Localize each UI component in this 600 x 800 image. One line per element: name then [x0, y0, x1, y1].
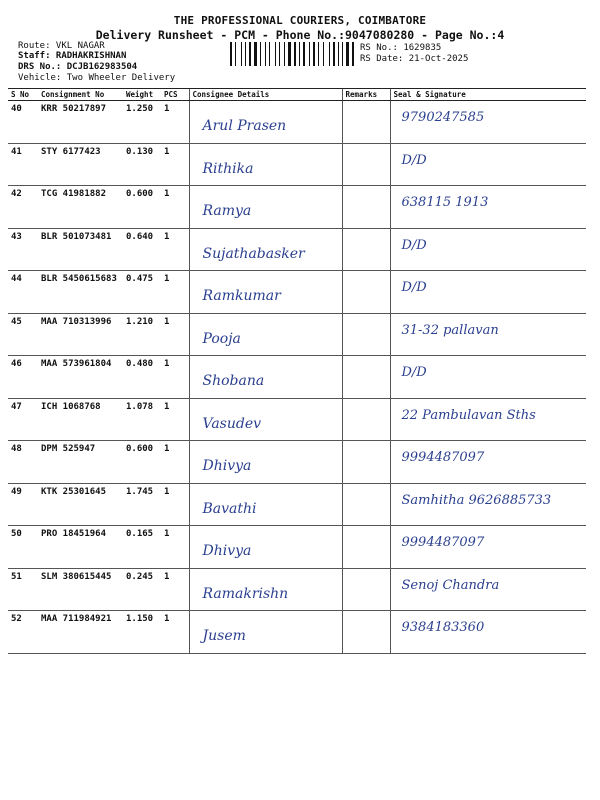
- row-consignee: [189, 568, 342, 611]
- row-weight: 0.130: [123, 143, 161, 186]
- barcode-bar: [286, 42, 287, 66]
- row-remarks: [342, 271, 390, 314]
- row-remarks: [342, 101, 390, 144]
- row-sno: 44: [8, 271, 38, 314]
- row-consignee: [189, 143, 342, 186]
- handwritten-name: Ramakrishn: [202, 585, 289, 602]
- row-pcs: 1: [161, 483, 189, 526]
- row-remarks: [342, 611, 390, 654]
- handwritten-signature: D/D: [401, 237, 427, 253]
- row-sno: 43: [8, 228, 38, 271]
- row-consignee: [189, 186, 342, 229]
- barcode-bar: [235, 42, 236, 66]
- handwritten-name: Sujathabasker: [202, 245, 305, 262]
- row-weight: 0.640: [123, 228, 161, 271]
- row-consignment-no: PRO 18451964: [38, 526, 123, 569]
- barcode-bar: [303, 42, 305, 66]
- row-weight: 1.745: [123, 483, 161, 526]
- row-pcs: 1: [161, 441, 189, 484]
- barcode-bar: [262, 42, 264, 66]
- row-signature: [390, 483, 586, 526]
- col-weight: Weight: [123, 89, 161, 101]
- runsheet-subtitle: Delivery Runsheet - PCM - Phone No.:9047080280 - Page No.:4: [95, 28, 505, 42]
- route-label: Route: VKL NAGAR: [18, 41, 105, 51]
- row-signature: [390, 313, 586, 356]
- barcode-bar: [249, 42, 251, 66]
- row-remarks: [342, 313, 390, 356]
- handwritten-signature: D/D: [401, 280, 427, 295]
- row-pcs: 1: [161, 398, 189, 441]
- barcode-bar: [316, 42, 317, 66]
- handwritten-signature: 9384183360: [401, 620, 485, 635]
- vehicle-label: Vehicle: Two Wheeler Delivery: [18, 73, 176, 83]
- barcode-bar: [338, 42, 339, 66]
- col-consignment: Consignment No: [38, 89, 123, 101]
- barcode-bar: [331, 42, 332, 66]
- barcode-bar: [294, 42, 296, 66]
- barcode-bar: [258, 42, 259, 66]
- row-remarks: [342, 143, 390, 186]
- barcode-bar: [301, 42, 302, 66]
- table-row: [8, 186, 586, 229]
- row-signature: [390, 356, 586, 399]
- table-row: [8, 526, 586, 569]
- row-pcs: 1: [161, 186, 189, 229]
- barcode-bar: [299, 42, 300, 66]
- rs-number: RS No.: 1629835: [360, 43, 442, 53]
- handwritten-signature: 9994487097: [401, 450, 485, 465]
- row-weight: 0.480: [123, 356, 161, 399]
- row-consignee: [189, 313, 342, 356]
- handwritten-name: Bavathi: [202, 500, 257, 517]
- barcode-bar: [245, 42, 246, 66]
- table-row: [8, 101, 586, 144]
- row-weight: 1.250: [123, 101, 161, 144]
- row-consignment-no: MAA 573961804: [38, 356, 123, 399]
- row-weight: 0.600: [123, 186, 161, 229]
- row-consignee: [189, 611, 342, 654]
- col-pcs: PCS: [161, 89, 189, 101]
- row-remarks: [342, 398, 390, 441]
- row-pcs: 1: [161, 568, 189, 611]
- row-signature: [390, 526, 586, 569]
- handwritten-signature: 9994487097: [401, 535, 485, 550]
- row-signature: [390, 228, 586, 271]
- row-weight: 0.245: [123, 568, 161, 611]
- handwritten-name: Dhivya: [202, 458, 252, 474]
- handwritten-name: Vasudev: [202, 415, 262, 432]
- barcode-bar: [297, 42, 298, 66]
- barcode-bar: [288, 42, 291, 66]
- row-consignee: [189, 101, 342, 144]
- table-row: [8, 611, 586, 654]
- table-row: [8, 356, 586, 399]
- col-signature: Seal & Signature: [390, 89, 586, 101]
- row-sno: 42: [8, 186, 38, 229]
- handwritten-signature: Samhitha 9626885733: [401, 492, 552, 508]
- handwritten-signature: 9790247585: [401, 110, 485, 125]
- row-signature: [390, 143, 586, 186]
- barcode-bar: [325, 42, 328, 66]
- barcode-bar: [333, 42, 335, 66]
- barcode-bar: [267, 42, 268, 66]
- table-row: [8, 568, 586, 611]
- handwritten-signature: D/D: [401, 365, 427, 380]
- col-remarks: Remarks: [342, 89, 390, 101]
- runsheet-table: [8, 88, 586, 654]
- row-consignment-no: STY 6177423: [38, 143, 123, 186]
- row-signature: [390, 101, 586, 144]
- barcode-bar: [306, 42, 309, 66]
- row-consignment-no: KTK 25301645: [38, 483, 123, 526]
- handwritten-name: Ramya: [202, 203, 252, 219]
- barcode-bar: [340, 42, 342, 66]
- row-consignment-no: ICH 1068768: [38, 398, 123, 441]
- row-remarks: [342, 526, 390, 569]
- row-consignee: [189, 356, 342, 399]
- barcode-bar: [237, 42, 240, 66]
- row-consignment-no: TCG 41981882: [38, 186, 123, 229]
- handwritten-signature: D/D: [401, 152, 427, 168]
- row-consignee: [189, 483, 342, 526]
- row-sno: 47: [8, 398, 38, 441]
- row-consignee: [189, 441, 342, 484]
- row-signature: [390, 568, 586, 611]
- row-sno: 40: [8, 101, 38, 144]
- row-weight: 0.600: [123, 441, 161, 484]
- row-consignment-no: BLR 501073481: [38, 228, 123, 271]
- barcode-bar: [320, 42, 322, 66]
- row-signature: [390, 398, 586, 441]
- row-consignee: [189, 228, 342, 271]
- barcode-bar: [342, 42, 343, 66]
- barcode-bar: [329, 42, 330, 66]
- barcode-bar: [277, 42, 278, 66]
- handwritten-name: Ramkumar: [202, 288, 281, 304]
- handwritten-signature: Senoj Chandra: [401, 577, 500, 593]
- row-sno: 41: [8, 143, 38, 186]
- handwritten-name: Pooja: [202, 330, 241, 347]
- barcode-bar: [230, 42, 232, 66]
- barcode-bar: [243, 42, 245, 66]
- barcode-bar: [247, 42, 248, 66]
- barcode-bar: [254, 42, 257, 66]
- barcode: [230, 42, 355, 66]
- row-signature: [390, 186, 586, 229]
- barcode-bar: [275, 42, 277, 66]
- row-pcs: 1: [161, 271, 189, 314]
- row-sno: 49: [8, 483, 38, 526]
- row-sno: 50: [8, 526, 38, 569]
- barcode-bar: [292, 42, 293, 66]
- barcode-bar: [344, 42, 345, 66]
- row-consignee: [189, 271, 342, 314]
- table-row: [8, 483, 586, 526]
- barcode-bar: [313, 42, 315, 66]
- barcode-bar: [346, 42, 349, 66]
- table-row: [8, 441, 586, 484]
- row-sno: 51: [8, 568, 38, 611]
- barcode-bar: [269, 42, 270, 66]
- row-consignee: [189, 398, 342, 441]
- drs-label: DRS No.: DCJB162983504: [18, 62, 138, 72]
- row-weight: 0.165: [123, 526, 161, 569]
- row-consignment-no: DPM 525947: [38, 441, 123, 484]
- staff-label: Staff: RADHAKRISHNAN: [18, 51, 127, 61]
- row-pcs: 1: [161, 356, 189, 399]
- barcode-bar: [350, 42, 351, 66]
- handwritten-name: Rithika: [202, 160, 254, 177]
- barcode-bar: [323, 42, 324, 66]
- barcode-bar: [279, 42, 280, 66]
- row-consignee: [189, 526, 342, 569]
- barcode-bar: [233, 42, 234, 66]
- table-row: [8, 398, 586, 441]
- row-remarks: [342, 441, 390, 484]
- table-row: [8, 271, 586, 314]
- row-pcs: 1: [161, 313, 189, 356]
- row-signature: [390, 611, 586, 654]
- row-pcs: 1: [161, 143, 189, 186]
- row-weight: 0.475: [123, 271, 161, 314]
- table-row: [8, 313, 586, 356]
- row-sno: 48: [8, 441, 38, 484]
- row-remarks: [342, 186, 390, 229]
- company-title: THE PROFESSIONAL COURIERS, COIMBATORE: [173, 14, 427, 27]
- row-weight: 1.078: [123, 398, 161, 441]
- table-row: [8, 228, 586, 271]
- row-consignment-no: MAA 710313996: [38, 313, 123, 356]
- barcode-bar: [252, 42, 253, 66]
- row-consignment-no: SLM 380615445: [38, 568, 123, 611]
- row-sno: 52: [8, 611, 38, 654]
- row-consignment-no: BLR 5450615683: [38, 271, 123, 314]
- barcode-bar: [336, 42, 337, 66]
- barcode-bar: [309, 42, 310, 66]
- row-signature: [390, 441, 586, 484]
- handwritten-name: Jusem: [202, 628, 246, 644]
- handwritten-signature: 22 Pambulavan Sths: [401, 407, 536, 423]
- row-pcs: 1: [161, 228, 189, 271]
- col-consignee: Consignee Details: [189, 89, 342, 101]
- row-remarks: [342, 568, 390, 611]
- barcode-bar: [281, 42, 283, 66]
- table-header-row: [8, 89, 586, 101]
- handwritten-name: Shobana: [202, 373, 265, 389]
- barcode-bar: [260, 42, 261, 66]
- row-weight: 1.150: [123, 611, 161, 654]
- row-remarks: [342, 483, 390, 526]
- barcode-bar: [271, 42, 274, 66]
- row-pcs: 1: [161, 101, 189, 144]
- handwritten-signature: 31-32 pallavan: [401, 322, 499, 338]
- row-signature: [390, 271, 586, 314]
- barcode-bar: [284, 42, 285, 66]
- barcode-bar: [241, 42, 242, 66]
- barcode-bar: [352, 42, 354, 66]
- barcode-bar: [318, 42, 319, 66]
- row-weight: 1.210: [123, 313, 161, 356]
- rs-date: RS Date: 21-Oct-2025: [360, 54, 469, 64]
- row-pcs: 1: [161, 611, 189, 654]
- row-sno: 46: [8, 356, 38, 399]
- handwritten-name: Arul Prasen: [202, 118, 287, 134]
- row-consignment-no: KRR 50217897: [38, 101, 123, 144]
- handwritten-name: Dhivya: [202, 543, 252, 559]
- row-pcs: 1: [161, 526, 189, 569]
- row-remarks: [342, 228, 390, 271]
- row-remarks: [342, 356, 390, 399]
- row-consignment-no: MAA 711984921: [38, 611, 123, 654]
- barcode-bar: [265, 42, 266, 66]
- handwritten-signature: 638115 1913: [401, 195, 489, 210]
- barcode-bar: [311, 42, 312, 66]
- row-sno: 45: [8, 313, 38, 356]
- table-row: [8, 143, 586, 186]
- col-sno: S No: [8, 89, 38, 101]
